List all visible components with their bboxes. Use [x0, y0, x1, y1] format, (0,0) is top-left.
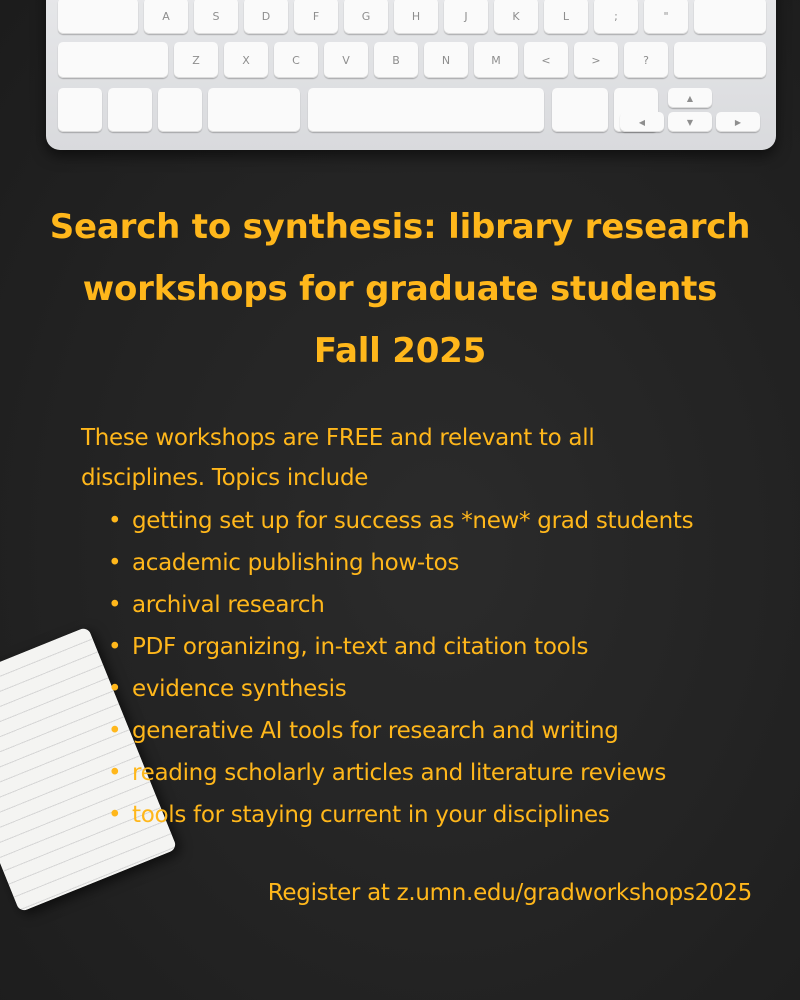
keyboard-key: G [344, 0, 388, 34]
topic-item: • tools for staying current in your disciplines [108, 794, 693, 836]
keyboard-key: N [424, 42, 468, 78]
registration-link[interactable]: Register at z.umn.edu/gradworkshops2025 [267, 880, 752, 906]
keyboard-key: J [444, 0, 488, 34]
keyboard-key: S [194, 0, 238, 34]
arrow-right-key: ▶ [716, 112, 760, 132]
arrow-down-key: ▼ [668, 112, 712, 132]
keyboard-key: A [144, 0, 188, 34]
keyboard-key: ? [624, 42, 668, 78]
title-line: Search to synthesis: library research [49, 207, 751, 247]
topics-list [108, 500, 693, 836]
keyboard-key [58, 42, 168, 78]
keyboard-spacebar [308, 88, 544, 132]
keyboard-key [552, 88, 608, 132]
arrow-left-key: ◀ [620, 112, 664, 132]
keyboard-key [158, 88, 202, 132]
keyboard-key: F [294, 0, 338, 34]
keyboard-key: > [574, 42, 618, 78]
poster-title [0, 196, 800, 382]
keyboard-key: B [374, 42, 418, 78]
topic-item: • PDF organizing, in-text and citation tools [108, 626, 693, 668]
keyboard-key [694, 0, 766, 34]
keyboard-key: Z [174, 42, 218, 78]
intro-line: disciplines. Topics include [81, 465, 369, 491]
keyboard-key [108, 88, 152, 132]
topic-item: • archival research [108, 584, 693, 626]
keyboard-key: < [524, 42, 568, 78]
keyboard-key: C [274, 42, 318, 78]
intro-line: These workshops are FREE and relevant to all [81, 425, 595, 451]
topic-item: • academic publishing how-tos [108, 542, 693, 584]
arrow-up-key: ▲ [668, 88, 712, 108]
topic-item: • getting set up for success as *new* grad students [108, 500, 693, 542]
topic-item: • generative AI tools for research and writing [108, 710, 693, 752]
title-line: workshops for graduate students [82, 269, 718, 309]
keyboard-image [46, 0, 776, 150]
keyboard-key: V [324, 42, 368, 78]
keyboard-key: ; [594, 0, 638, 34]
keyboard-key [58, 0, 138, 34]
keyboard-key: K [494, 0, 538, 34]
intro-text [81, 418, 721, 498]
keyboard-key: " [644, 0, 688, 34]
keyboard-key: L [544, 0, 588, 34]
topic-item: • reading scholarly articles and literature reviews [108, 752, 693, 794]
topic-item: • evidence synthesis [108, 668, 693, 710]
keyboard-key [58, 88, 102, 132]
title-term: Fall 2025 [313, 331, 487, 371]
keyboard-key: D [244, 0, 288, 34]
keyboard-key [674, 42, 766, 78]
keyboard-key [208, 88, 300, 132]
keyboard-key: H [394, 0, 438, 34]
keyboard-key: M [474, 42, 518, 78]
keyboard-key: X [224, 42, 268, 78]
